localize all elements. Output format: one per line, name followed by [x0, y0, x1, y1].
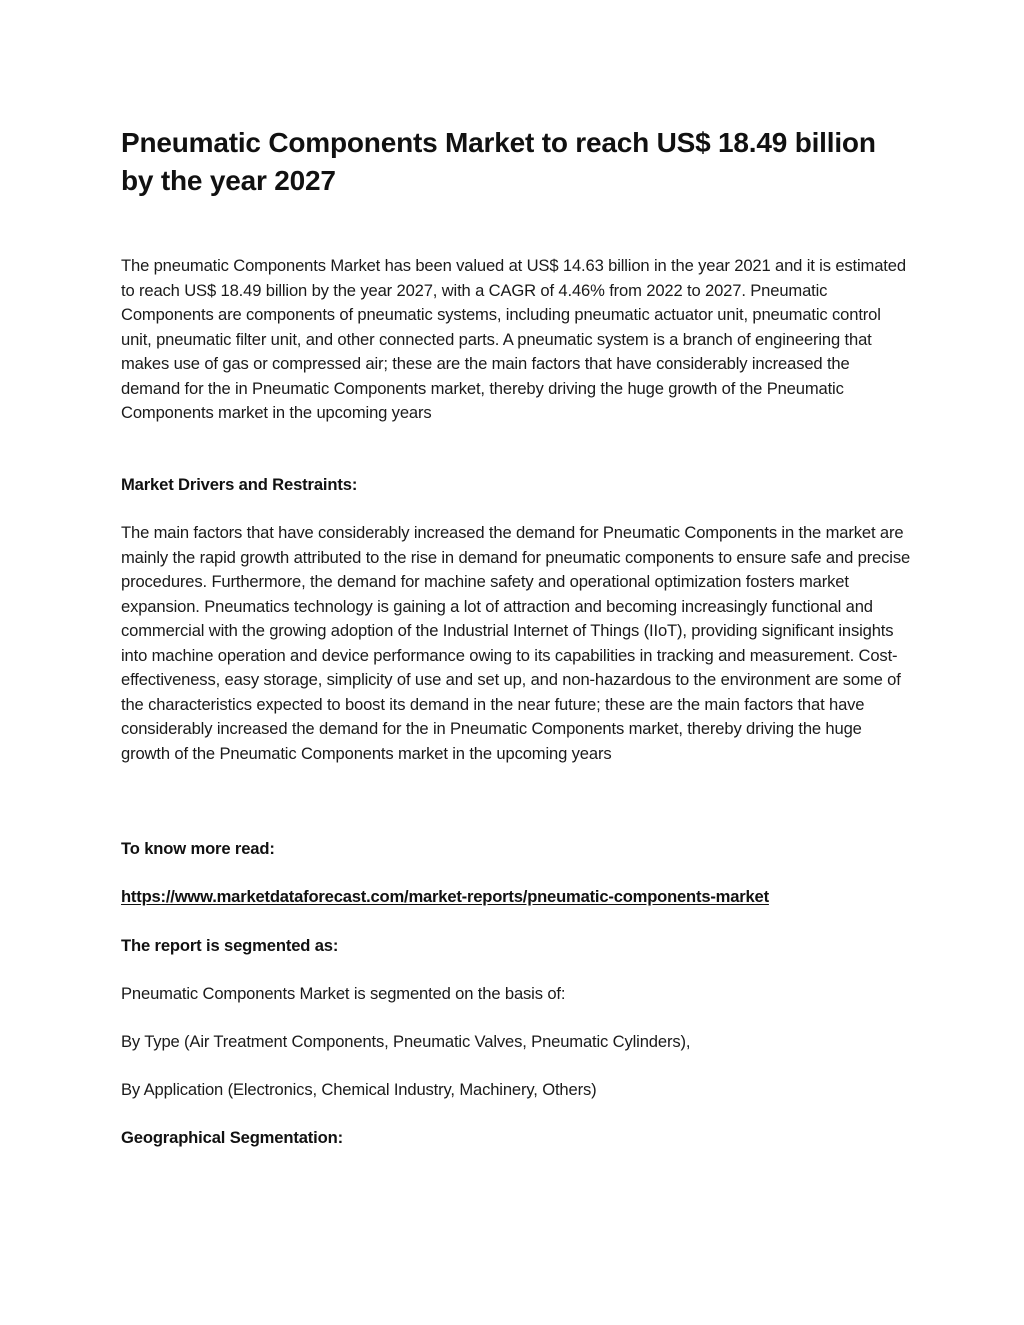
document-title: Pneumatic Components Market to reach US$ 18.49 billion by the year 2027	[121, 127, 876, 196]
intro-paragraph: The pneumatic Components Market has been valued at US$ 14.63 billion in the year 2021 and it is estimated to reach US$ 18.49 billion by the year 2027, with a CAGR of 4.46% from 2022 to 2027. Pneumatic Components are components of pneumatic systems, including pneumatic actuator unit, pneumatic control unit, pneumatic filter unit, and other connected parts. A pneumatic system is a branch of engineering that makes use of gas or compressed air; these are the main factors that have considerably increased the demand for the in Pneumatic Components market, thereby driving the huge growth of the Pneumatic Components market in the upcoming years	[121, 256, 906, 422]
drivers-heading: Market Drivers and Restraints:	[121, 475, 358, 494]
geo-heading: Geographical Segmentation:	[121, 1128, 343, 1147]
segment-by-type: By Type (Air Treatment Components, Pneumatic Valves, Pneumatic Cylinders),	[121, 1032, 691, 1051]
report-link[interactable]: https://www.marketdataforecast.com/market-reports/pneumatic-components-market	[121, 887, 769, 906]
segment-by-application: By Application (Electronics, Chemical Industry, Machinery, Others)	[121, 1080, 597, 1099]
know-more-heading: To know more read:	[121, 839, 275, 858]
segmented-intro: Pneumatic Components Market is segmented on the basis of:	[121, 984, 566, 1003]
drivers-paragraph: The main factors that have considerably increased the demand for Pneumatic Components in the market are mainly the rapid growth attributed to the rise in demand for pneumatic components to ensure safe and precise procedures. Furthermore, the demand for machine safety and operational optimization fosters market expansion. Pneumatics technology is gaining a lot of attraction and becoming increasingly functional and commercial with the growing adoption of the Industrial Internet of Things (IIoT), providing significant insights into machine operation and device performance owing to its capabilities in tracking and measurement. Cost-effectiveness, easy storage, simplicity of use and set up, and non-hazardous to the environment are some of the characteristics expected to boost its demand in the near future; these are the main factors that have considerably increased the demand for the in Pneumatic Components market, thereby driving the huge growth of the Pneumatic Components market in the upcoming years	[121, 523, 911, 763]
segmented-heading: The report is segmented as:	[121, 936, 339, 955]
